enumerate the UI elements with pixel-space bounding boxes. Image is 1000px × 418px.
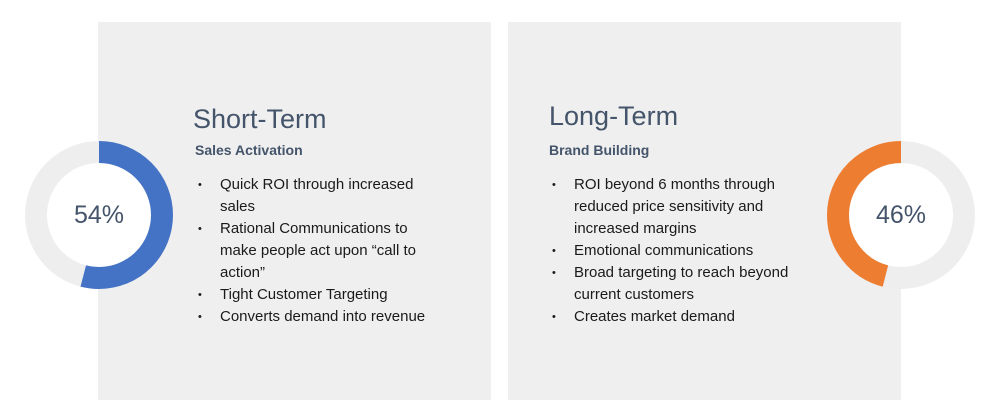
long-term-bullet-list xyxy=(550,174,810,328)
bullet-icon: • xyxy=(198,289,202,301)
short-term-title: Short-Term xyxy=(193,104,327,134)
bullet-icon: • xyxy=(552,179,556,191)
short-term-gauge xyxy=(24,140,174,290)
short-term-subtitle: Sales Activation xyxy=(195,142,303,158)
list-item: • ROI beyond 6 months through reduced price sensitivity and increased margins xyxy=(552,176,775,237)
bullet-icon: • xyxy=(198,223,202,235)
long-term-percent: 46% xyxy=(875,200,927,229)
short-term-percent: 54% xyxy=(73,200,125,229)
list-item: • Converts demand into revenue xyxy=(196,306,446,328)
long-term-subtitle: Brand Building xyxy=(549,142,650,158)
bullet-icon: • xyxy=(198,311,202,323)
list-item: • Quick ROI through increased sales xyxy=(198,176,414,215)
bullet-icon: • xyxy=(198,179,202,191)
bullet-icon: • xyxy=(552,245,556,257)
short-term-bullet-list xyxy=(196,174,446,328)
long-term-title: Long-Term xyxy=(549,101,679,131)
list-item: • Broad targeting to reach beyond current customers xyxy=(552,264,789,303)
long-term-gauge xyxy=(826,140,976,290)
list-item: • Tight Customer Targeting xyxy=(196,284,446,306)
list-item: • Emotional communications xyxy=(550,240,810,262)
list-item: • Creates market demand xyxy=(550,306,810,328)
bullet-icon: • xyxy=(552,311,556,323)
list-item: • Rational Communications to make people act upon “call to action” xyxy=(198,220,416,281)
bullet-icon: • xyxy=(552,267,556,279)
